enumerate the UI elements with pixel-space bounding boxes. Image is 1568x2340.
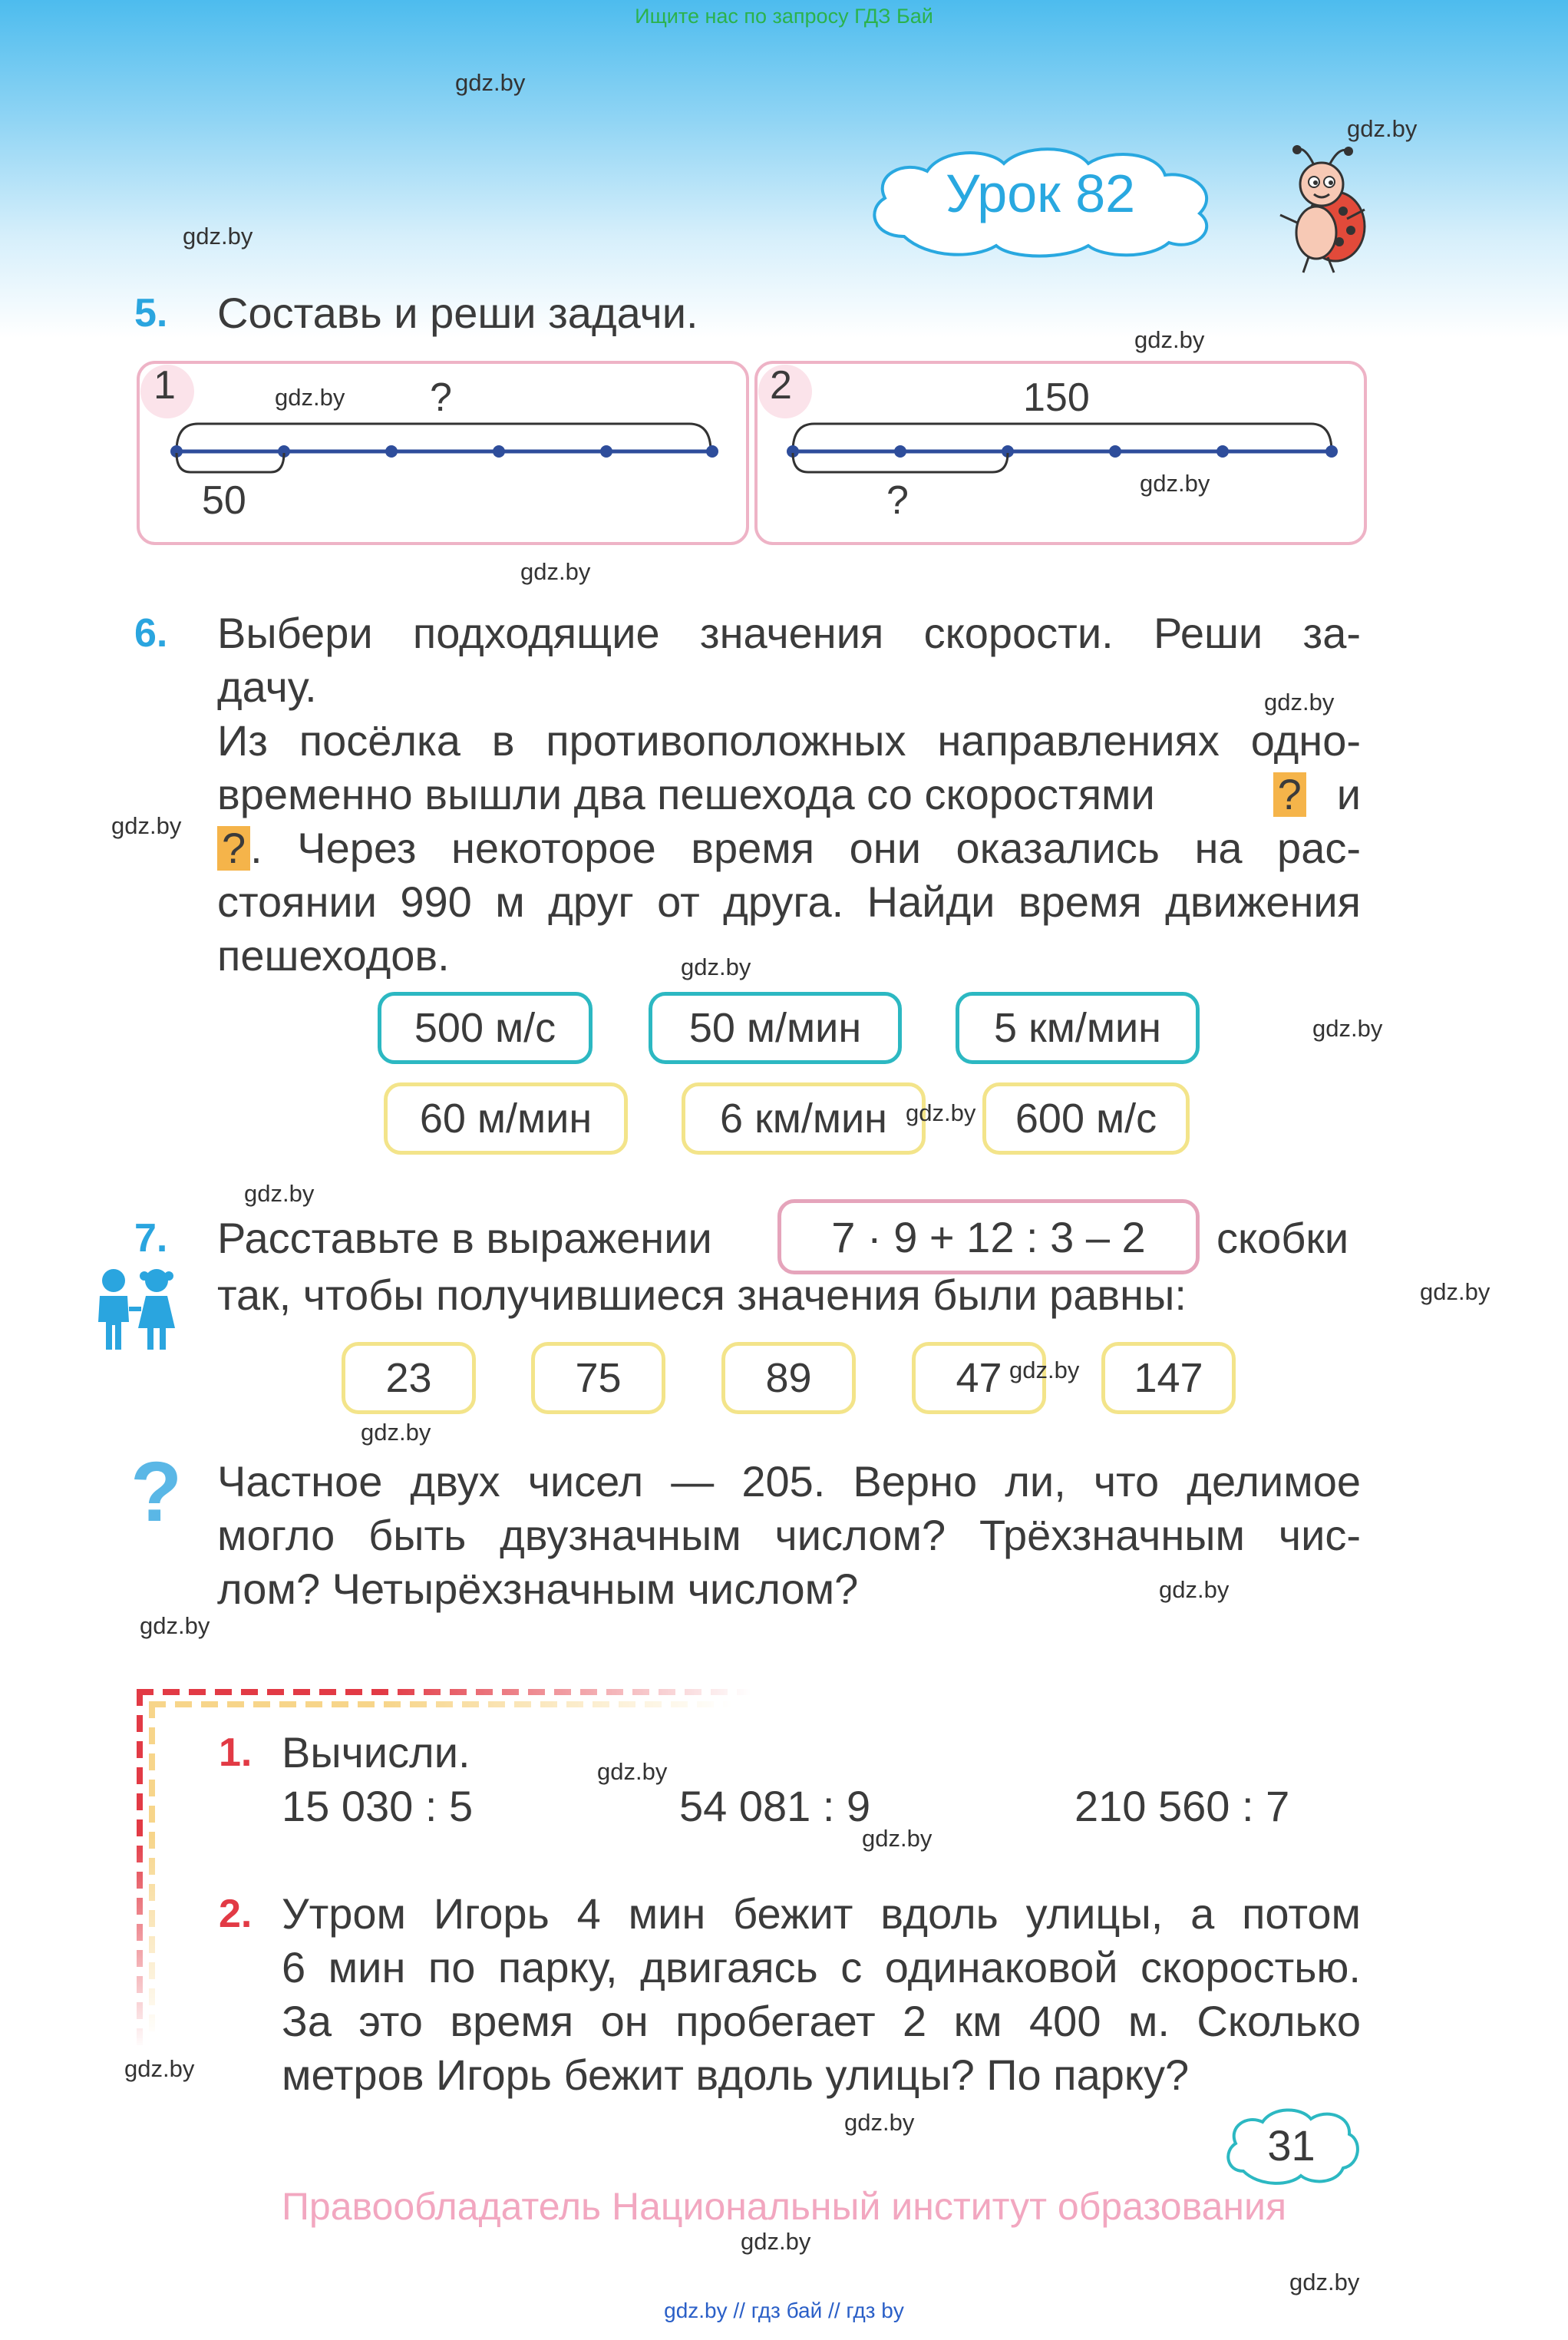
ladybug-icon	[1274, 142, 1374, 276]
value-chip-89: 89	[721, 1342, 856, 1414]
speed-option-50-mmin: 50 м/мин	[649, 992, 902, 1064]
page-number: 31	[1267, 2121, 1315, 2170]
speed-option-500-ms: 500 м/с	[378, 992, 593, 1064]
question-line-3: лом? Четырёхзначным числом?	[217, 1565, 859, 1613]
task7-line-1-end: скобки	[1216, 1214, 1349, 1262]
speed-option-5-kmmin: 5 км/мин	[956, 992, 1200, 1064]
diagram-1-top-value: ?	[430, 375, 452, 420]
homework-frame-inner-left	[149, 1701, 155, 2039]
task6-line-4	[217, 768, 1361, 821]
task6-line-5	[217, 821, 1361, 875]
watermark: gdz.by	[1347, 115, 1418, 142]
watermark: gdz.by	[1420, 1278, 1490, 1305]
diagram-1-label: 1	[153, 363, 176, 408]
diagram-2-label: 2	[770, 363, 792, 408]
task6-line-4-and: и	[1336, 770, 1361, 818]
watermark: gdz.by	[140, 1612, 210, 1639]
speed-option-60-mmin: 60 м/мин	[384, 1082, 628, 1155]
watermark: gdz.by	[1159, 1576, 1230, 1603]
watermark: gdz.by	[111, 812, 182, 839]
task6-line-3: Из посёлка в противоположных направлениях одно-	[217, 716, 1361, 765]
task5-number: 5.	[134, 291, 168, 335]
home1-expr-2: 54 081 : 9	[679, 1782, 871, 1830]
home1-expr-3: 210 560 : 7	[1074, 1782, 1290, 1830]
watermark: gdz.by	[520, 558, 591, 585]
task7-number: 7.	[134, 1216, 168, 1261]
watermark: gdz.by	[1289, 2269, 1360, 2295]
watermark: gdz.by	[741, 2228, 811, 2255]
task7-line-2: так, чтобы получившиеся значения были равны:	[217, 1271, 1187, 1319]
home2-line-1: Утром Игорь 4 мин бежит вдоль улицы, а потом	[282, 1889, 1361, 1938]
task5-title: Составь и реши задачи.	[217, 289, 698, 337]
top-search-note: Ищите нас по запросу ГДЗ Бай	[635, 5, 933, 28]
task7-expression: 7 · 9 + 12 : 3 – 2	[777, 1199, 1200, 1274]
lesson-title: Урок 82	[945, 164, 1136, 223]
bottom-links: gdz.by // гдз бай // гдз by	[664, 2299, 904, 2322]
question-line-2: могло быть двузначным числом? Трёхзначным чис-	[217, 1511, 1361, 1559]
speed-placeholder-2: ?	[217, 826, 250, 871]
homework-frame-top	[137, 1689, 751, 1695]
watermark: gdz.by	[1312, 1015, 1383, 1042]
value-chip-147: 147	[1101, 1342, 1236, 1414]
task6-number: 6.	[134, 611, 168, 656]
watermark: gdz.by	[1009, 1357, 1080, 1383]
speed-option-600-ms: 600 м/с	[982, 1082, 1190, 1155]
task6-line-6: стоянии 990 м друг от друга. Найди время движения	[217, 878, 1361, 926]
value-chip-23: 23	[342, 1342, 476, 1414]
diagram-2-bottom-value: ?	[886, 478, 909, 523]
value-chip-75: 75	[531, 1342, 665, 1414]
task7-line-1-start: Расставьте в выражении	[217, 1214, 712, 1262]
value-chip-47: 47	[912, 1342, 1046, 1414]
watermark: gdz.by	[906, 1099, 976, 1126]
diagram-2-top-value: 150	[1023, 375, 1090, 420]
home1-number: 1.	[219, 1730, 253, 1775]
home1-title: Вычисли.	[282, 1728, 470, 1776]
watermark: gdz.by	[275, 384, 345, 411]
watermark: gdz.by	[597, 1758, 668, 1785]
watermark: gdz.by	[361, 1419, 431, 1446]
diagram-2-segment	[754, 407, 1361, 499]
homework-frame-inner-top	[149, 1701, 732, 1707]
watermark: gdz.by	[1134, 326, 1205, 353]
home1-expr-1: 15 030 : 5	[282, 1782, 474, 1830]
task6-line-7: пешеходов.	[217, 931, 450, 980]
watermark: gdz.by	[681, 954, 751, 980]
question-line-1: Частное двух чисел — 205. Верно ли, что делимое	[217, 1457, 1361, 1505]
watermark: gdz.by	[455, 69, 526, 96]
task6-line-5-text: . Через некоторое время они оказались на рас-	[250, 824, 1361, 872]
home2-number: 2.	[219, 1892, 253, 1936]
home2-line-2: 6 мин по парку, двигаясь с одинаковой скоростью.	[282, 1943, 1361, 1991]
children-icon	[86, 1267, 184, 1351]
home2-line-4: метров Игорь бежит вдоль улицы? По парку?	[282, 2051, 1190, 2099]
watermark: gdz.by	[124, 2055, 195, 2082]
speed-option-6-kmmin: 6 км/мин	[682, 1082, 926, 1155]
task6-line-4-end	[1273, 768, 1361, 821]
task6-line-4-text: временно вышли два пешехода со скоростями	[217, 770, 1155, 818]
diagram-1-segment	[137, 407, 743, 499]
copyright-line: Правообладатель Национальный институт образования	[281, 2185, 1287, 2228]
question-mark-icon: ?	[130, 1445, 183, 1539]
diagram-1-bottom-value: 50	[202, 478, 246, 523]
watermark: gdz.by	[1264, 689, 1335, 716]
watermark: gdz.by	[862, 1825, 933, 1852]
watermark: gdz.by	[844, 2109, 915, 2136]
task6-line-1: Выбери подходящие значения скорости. Реши за-	[217, 609, 1361, 657]
homework-frame-left	[137, 1689, 143, 2050]
watermark: gdz.by	[183, 223, 253, 250]
speed-placeholder-1: ?	[1273, 772, 1306, 817]
task6-line-2: дачу.	[217, 663, 317, 711]
watermark: gdz.by	[244, 1180, 315, 1207]
watermark: gdz.by	[1140, 470, 1210, 497]
home2-line-3: За это время он пробегает 2 км 400 м. Сколько	[282, 1997, 1361, 2045]
